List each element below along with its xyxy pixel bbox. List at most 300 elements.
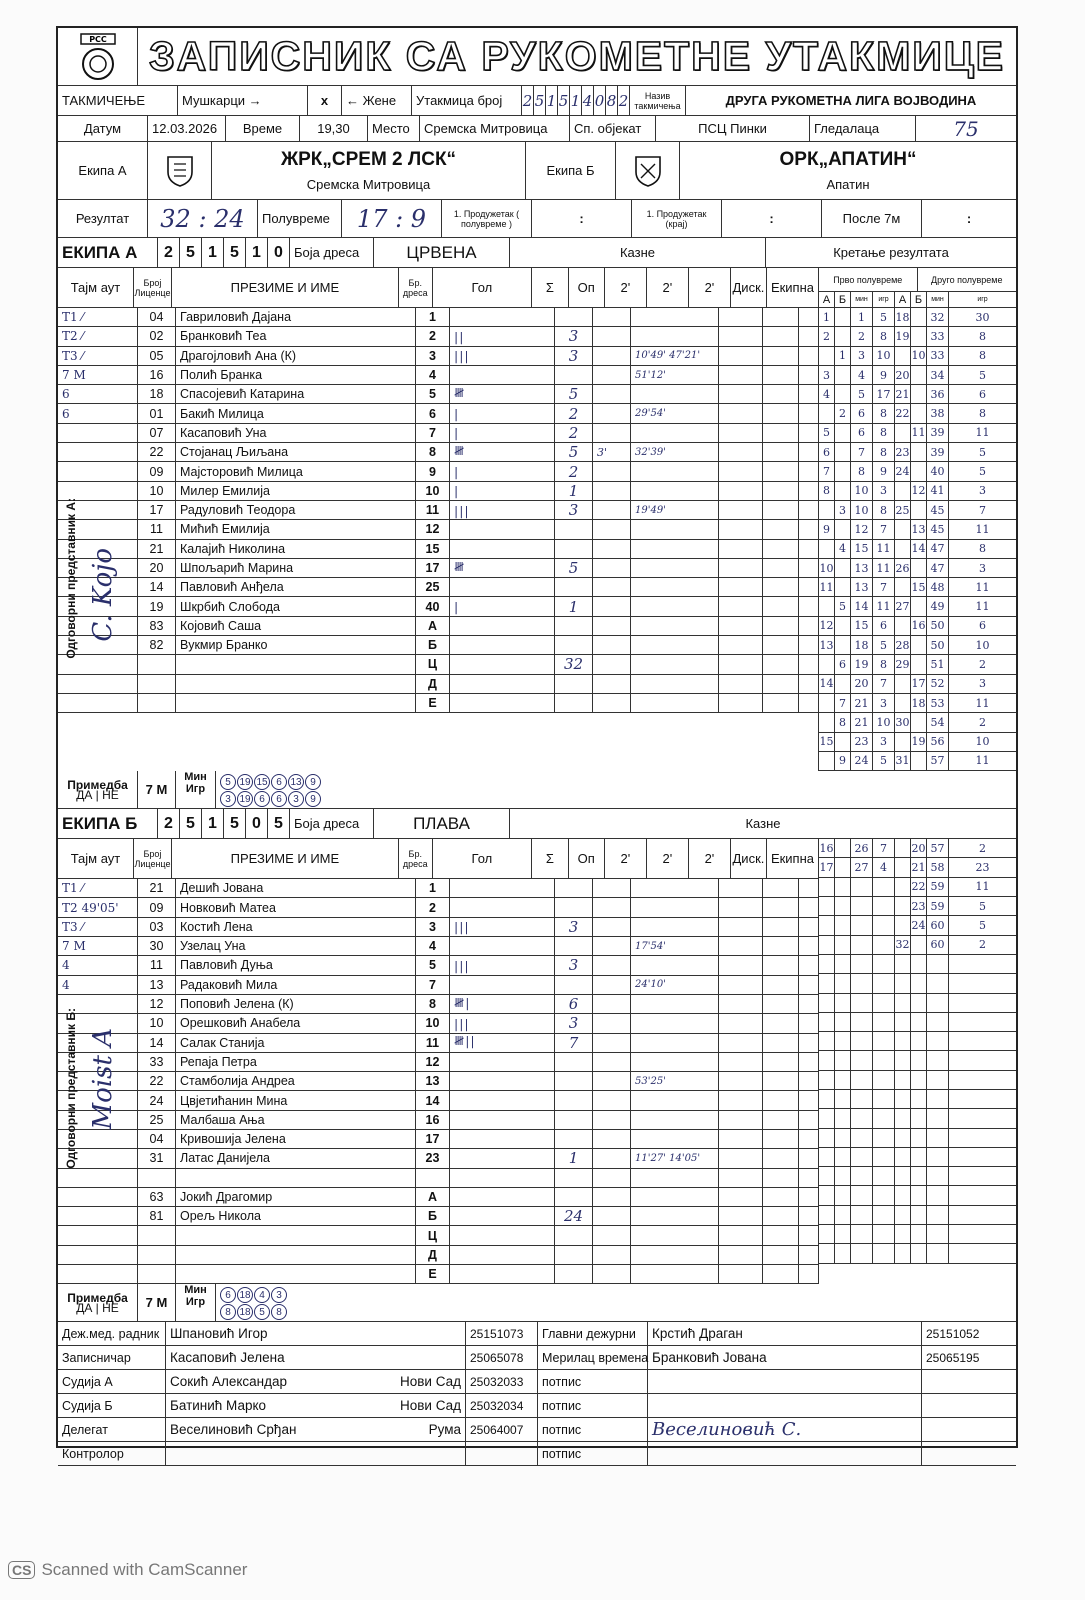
- flow-cell: 4: [819, 385, 835, 403]
- player-name: Мићић Емилија: [176, 520, 416, 538]
- player-two-min-3: [719, 482, 763, 500]
- player-warning: [593, 1188, 631, 1206]
- flow-cell: [835, 1090, 851, 1108]
- flow-cell: 9: [835, 752, 851, 770]
- player-two-min-3: [719, 655, 763, 673]
- official-name: Веселиновић Срђан: [170, 1422, 297, 1438]
- scanner-text: Scanned with CamScanner: [41, 1560, 248, 1579]
- flow-cell: 60: [927, 936, 949, 954]
- table-row: [58, 1130, 818, 1149]
- table-row: [58, 1169, 818, 1188]
- official-role: Записничар: [58, 1346, 166, 1369]
- flow-cell: 8: [873, 655, 895, 673]
- flow-cell: 21: [895, 385, 911, 403]
- player-goal-tally: 𝍸||: [450, 1034, 555, 1052]
- player-goal-tally: [450, 879, 555, 897]
- team-a-section-label: ЕКИПА А: [58, 238, 158, 267]
- player-disqualification: [763, 1169, 799, 1187]
- player-team-penalty: [799, 1072, 818, 1090]
- flow-cell: [819, 694, 835, 712]
- flow-col: Б: [911, 292, 927, 307]
- flow-cell: [819, 1032, 835, 1050]
- player-goal-tally: |: [450, 462, 555, 480]
- official-license-2: [922, 1370, 1016, 1393]
- flow-cell: [911, 752, 927, 770]
- flow-cell: [835, 1032, 851, 1050]
- flow-cell: [911, 443, 927, 461]
- player-two-min: [631, 1034, 719, 1052]
- flow-cell: 13: [819, 636, 835, 654]
- camscanner-logo: CS: [8, 1561, 35, 1579]
- team-b-code-digit: 5: [268, 809, 290, 838]
- player-disqualification: [763, 655, 799, 673]
- team-a-seven-label: 7 М: [138, 771, 176, 808]
- ot1-label: 1. Продужетак ( полувреме ): [442, 200, 532, 237]
- flow-cell: 29: [895, 655, 911, 673]
- player-license: 20: [138, 559, 176, 577]
- table-row: [58, 1014, 818, 1033]
- timeout-cell: [58, 1169, 138, 1187]
- player-team-penalty: [799, 1034, 818, 1052]
- player-warning: [593, 1014, 631, 1032]
- player-two-min: [631, 1207, 719, 1225]
- flow-cell: 2: [851, 327, 873, 345]
- col-team-penalty: Екипна: [770, 280, 815, 295]
- timeout-cell: [58, 462, 138, 480]
- flow-row-empty: [819, 1032, 1016, 1051]
- flow-cell: 28: [895, 636, 911, 654]
- player-two-min: [631, 1226, 719, 1244]
- player-license: [138, 1226, 176, 1244]
- official-role-2: потпис: [538, 1394, 648, 1417]
- player-team-penalty: [799, 898, 818, 916]
- official-license-2: 25065195: [926, 1350, 980, 1365]
- seven-meter-entry: 6: [271, 774, 287, 790]
- place-value: Сремска Митровица: [420, 116, 570, 141]
- player-two-min-3: [719, 462, 763, 480]
- player-name: Костић Лена: [176, 918, 416, 936]
- player-two-min: 19'49': [631, 501, 719, 519]
- flow-col: мин: [927, 292, 949, 307]
- flow-cell: [819, 404, 835, 422]
- flow-cell: 2: [979, 938, 986, 952]
- flow-col: Б: [835, 292, 851, 307]
- player-goal-tally: |||: [450, 1014, 555, 1032]
- official-role-2: потпис: [538, 1418, 648, 1441]
- flow-cell: 8: [873, 501, 895, 519]
- player-two-min: [631, 694, 719, 712]
- player-two-min-3: [719, 308, 763, 326]
- flow-row-empty: [819, 955, 1016, 974]
- women-label: ← Жене: [342, 86, 412, 115]
- team-b-color: ПЛАВА: [374, 809, 510, 838]
- flow-cell: 59: [927, 878, 949, 896]
- flow-cell: 12: [819, 617, 835, 635]
- venue-value: ПСЦ Пинки: [656, 116, 810, 141]
- player-number: Д: [416, 675, 450, 693]
- player-goal-sum: 24: [555, 1207, 593, 1225]
- place-label: Место: [368, 116, 420, 141]
- player-number: 11: [416, 1034, 450, 1052]
- flow-row-empty: [819, 1206, 1016, 1225]
- player-two-min: [631, 617, 719, 635]
- flow-cell: 10: [873, 347, 895, 365]
- player-two-min-3: [719, 617, 763, 635]
- flow-cell: 1: [819, 308, 835, 326]
- player-goal-tally: [450, 1207, 555, 1225]
- player-two-min-3: [719, 1014, 763, 1032]
- player-goal-tally: [450, 366, 555, 384]
- player-number: 5: [416, 385, 450, 403]
- flow-row: [819, 839, 1016, 858]
- flow-cell: [835, 462, 851, 480]
- player-disqualification: [763, 424, 799, 442]
- date-label: Датум: [58, 116, 148, 141]
- table-row: [58, 385, 818, 404]
- flow-cell: [949, 1148, 1016, 1166]
- col-disqualification: Диск.: [731, 839, 767, 878]
- timeout-cell: [58, 1188, 138, 1206]
- flow-cell: 9: [819, 520, 835, 538]
- timeout-cell: Т1 ⁄: [58, 879, 138, 897]
- flow-cell: [911, 1109, 927, 1127]
- flow-cell: [851, 897, 873, 915]
- table-row: [58, 1034, 818, 1053]
- flow-cell: [835, 617, 851, 635]
- player-goal-tally: |||: [450, 918, 555, 936]
- player-two-min: [631, 462, 719, 480]
- player-license: 21: [138, 879, 176, 897]
- seven-meter-entry: 8: [271, 1304, 287, 1320]
- note-yes: ДА: [76, 787, 93, 802]
- player-two-min: [631, 898, 719, 916]
- flow-cell: 8: [979, 329, 986, 343]
- player-goal-tally: [450, 636, 555, 654]
- official-role-2: Мерилац времена: [538, 1346, 648, 1369]
- player-warning: [593, 327, 631, 345]
- flow-cell: [895, 694, 911, 712]
- player-number: 1: [416, 879, 450, 897]
- seven-meter-entry: 19: [237, 791, 253, 807]
- player-goal-tally: |||: [450, 956, 555, 974]
- player-number: 1: [416, 308, 450, 326]
- player-goal-sum: 3: [555, 956, 593, 974]
- flow-row: [819, 327, 1016, 346]
- flow-cell: 6: [979, 619, 986, 633]
- flow-cell: 45: [927, 520, 949, 538]
- flow-cell: [927, 1109, 949, 1127]
- flow-cell: [819, 655, 835, 673]
- player-goal-tally: [450, 617, 555, 635]
- flow-cell: [927, 1167, 949, 1185]
- player-license: 31: [138, 1149, 176, 1167]
- player-two-min: 24'10': [631, 976, 719, 994]
- flow-cell: 39: [927, 443, 949, 461]
- timeout-cell: Т2 49'05': [58, 898, 138, 916]
- player-goal-sum: 1: [555, 1149, 593, 1167]
- player-two-min: [631, 918, 719, 936]
- table-row: [58, 956, 818, 975]
- competition-name-label: Назив такмичења: [630, 86, 686, 115]
- flow-cell: [851, 1206, 873, 1224]
- flow-cell: [835, 733, 851, 751]
- team-b-players: [58, 839, 818, 1284]
- player-disqualification: [763, 976, 799, 994]
- venue-label: Сп. објекат: [570, 116, 656, 141]
- flow-row: [819, 482, 1016, 501]
- player-disqualification: [763, 1130, 799, 1148]
- flow-cell: [895, 424, 911, 442]
- table-row: [58, 424, 818, 443]
- player-license: 25: [138, 1111, 176, 1129]
- flow-cell: 7: [873, 520, 895, 538]
- official-role: Судија А: [58, 1370, 166, 1393]
- player-goal-sum: [555, 937, 593, 955]
- player-goal-tally: [450, 1246, 555, 1264]
- player-two-min: [631, 597, 719, 615]
- player-license: 18: [138, 385, 176, 403]
- flow-cell: [895, 347, 911, 365]
- player-license: [138, 1265, 176, 1283]
- player-goal-sum: [555, 1091, 593, 1109]
- flow-cell: [835, 1148, 851, 1166]
- player-goal-tally: [450, 308, 555, 326]
- flow-cell: 30: [975, 310, 990, 324]
- player-team-penalty: [799, 482, 818, 500]
- final-score: 32 : 24: [148, 200, 258, 237]
- official-license: 25065078: [466, 1346, 538, 1369]
- seven-igr-list: [220, 790, 322, 807]
- flow-cell: [873, 1244, 895, 1262]
- player-name: Радуловић Теодора: [176, 501, 416, 519]
- player-two-min-3: [719, 501, 763, 519]
- player-license: 12: [138, 995, 176, 1013]
- official-role: Судија Б: [58, 1394, 166, 1417]
- table-row: [58, 694, 818, 713]
- official-license-2: 25151052: [926, 1326, 980, 1341]
- team-a-table: [58, 268, 1016, 771]
- flow-row-empty: [819, 1244, 1016, 1263]
- player-two-min: [631, 1014, 719, 1032]
- player-warning: [593, 898, 631, 916]
- player-team-penalty: [799, 443, 818, 461]
- official-name: Батинић Марко: [170, 1398, 267, 1414]
- player-disqualification: [763, 501, 799, 519]
- player-two-min-3: [719, 898, 763, 916]
- table-row: [58, 1149, 818, 1168]
- flow-cell: 5: [979, 368, 986, 382]
- official-license: 25064007: [466, 1418, 538, 1441]
- flow-cell: [819, 540, 835, 558]
- col-timeout: Тајм аут: [58, 839, 134, 878]
- flow-cell: [895, 1225, 911, 1243]
- player-disqualification: [763, 636, 799, 654]
- flow-cell: [895, 897, 911, 915]
- player-number: А: [416, 617, 450, 635]
- player-disqualification: [763, 956, 799, 974]
- flow-cell: [895, 1148, 911, 1166]
- flow-cell: 7: [819, 462, 835, 480]
- player-name: Бакић Милица: [176, 404, 416, 422]
- flow-cell: 2: [979, 657, 986, 671]
- flow-cell: [895, 858, 911, 876]
- player-name: Којовић Саша: [176, 617, 416, 635]
- player-disqualification: [763, 1246, 799, 1264]
- team-b-label: Екипа Б: [526, 142, 616, 199]
- player-team-penalty: [799, 1053, 818, 1071]
- player-team-penalty: [799, 501, 818, 519]
- flow-cell: 40: [927, 462, 949, 480]
- flow-cell: 7: [873, 578, 895, 596]
- player-two-min: [631, 578, 719, 596]
- officials-table: [58, 1322, 1016, 1466]
- player-team-penalty: [799, 1169, 818, 1187]
- flow-cell: [911, 462, 927, 480]
- player-two-min-3: [719, 937, 763, 955]
- player-name: Латас Данијела: [176, 1149, 416, 1167]
- flow-cell: 45: [927, 501, 949, 519]
- player-two-min-3: [719, 1072, 763, 1090]
- flow-cell: 56: [927, 733, 949, 751]
- team-b-section-label: ЕКИПА Б: [58, 809, 158, 838]
- player-goal-tally: 𝍸: [450, 559, 555, 577]
- flow-cell: [927, 1129, 949, 1147]
- flow-cell: 47: [927, 540, 949, 558]
- shield-icon: [165, 154, 195, 188]
- player-number: 5: [416, 956, 450, 974]
- flow-row-empty: [819, 974, 1016, 993]
- official-city: [376, 1346, 466, 1369]
- flow-cell: 7: [979, 503, 986, 517]
- flow-cell: [949, 1244, 1016, 1262]
- player-team-penalty: [799, 617, 818, 635]
- player-name: Поповић Јелена (К): [176, 995, 416, 1013]
- player-license: 33: [138, 1053, 176, 1071]
- player-license: [138, 1169, 176, 1187]
- flow-cell: [895, 1071, 911, 1089]
- flow-cell: [949, 1129, 1016, 1147]
- player-number: 11: [416, 501, 450, 519]
- player-name: Малбаша Ања: [176, 1111, 416, 1129]
- player-goal-sum: 1: [555, 597, 593, 615]
- flow-cell: [911, 1090, 927, 1108]
- player-goal-sum: 32: [555, 655, 593, 673]
- player-number: 25: [416, 578, 450, 596]
- flow-cell: 8: [873, 424, 895, 442]
- flow-cell: [835, 1109, 851, 1127]
- player-goal-tally: |: [450, 482, 555, 500]
- flow-cell: 34: [927, 366, 949, 384]
- player-goal-tally: [450, 520, 555, 538]
- player-two-min-3: [719, 1207, 763, 1225]
- flow-cell: 2: [979, 715, 986, 729]
- flow-cell: [927, 1071, 949, 1089]
- seven-min-list: [220, 773, 322, 790]
- player-team-penalty: [799, 1149, 818, 1167]
- player-goal-sum: 3: [555, 501, 593, 519]
- team-a-code-digit: 5: [224, 238, 246, 267]
- team-a-players: [58, 268, 818, 771]
- player-name: Гавриловић Дајана: [176, 308, 416, 326]
- player-team-penalty: [799, 578, 818, 596]
- flow-cell: [873, 994, 895, 1012]
- flow-cell: [927, 1051, 949, 1069]
- flow-row: [819, 916, 1016, 935]
- match-number-digit: 1: [546, 86, 558, 115]
- team-b-note-row: [58, 1284, 1016, 1322]
- flow-cell: 5: [819, 424, 835, 442]
- title-row: [58, 28, 1016, 86]
- flow-cell: 10: [911, 347, 927, 365]
- player-warning: [593, 617, 631, 635]
- player-team-penalty: [799, 918, 818, 936]
- flow-cell: 1: [851, 308, 873, 326]
- competition-row: [58, 86, 1016, 116]
- flow-row: [819, 897, 1016, 916]
- table-row: [58, 995, 818, 1014]
- team-b-crest: [616, 142, 680, 199]
- score-flow-label: Кретање резултата: [833, 245, 949, 260]
- flow-cell: [927, 1090, 949, 1108]
- flow-cell: [895, 1129, 911, 1147]
- player-two-min: [631, 956, 719, 974]
- flow-cell: [835, 1206, 851, 1224]
- player-disqualification: [763, 308, 799, 326]
- player-license: [138, 1246, 176, 1264]
- player-team-penalty: [799, 1246, 818, 1264]
- player-two-min-3: [719, 1130, 763, 1148]
- flow-cell: [873, 955, 895, 973]
- flow-row: [819, 540, 1016, 559]
- flow-cell: [851, 1148, 873, 1166]
- flow-cell: [835, 916, 851, 934]
- official-name-2: [648, 1394, 922, 1417]
- player-name: [176, 694, 416, 712]
- flow-cell: 4: [873, 858, 895, 876]
- flow-second-half: Друго полувреме: [930, 274, 1003, 285]
- flow-cell: 14: [819, 675, 835, 693]
- player-team-penalty: [799, 636, 818, 654]
- flow-cell: 10: [975, 638, 990, 652]
- flow-cell: 5: [851, 385, 873, 403]
- flow-cell: [949, 1090, 1016, 1108]
- player-number: 3: [416, 347, 450, 365]
- player-name: Мајсторовић Милица: [176, 462, 416, 480]
- player-number: 13: [416, 1072, 450, 1090]
- flow-cell: 17: [873, 385, 895, 403]
- table-row: [58, 1246, 818, 1265]
- flow-cell: [835, 1013, 851, 1031]
- player-name: [176, 675, 416, 693]
- player-name: Драгојловић Ана (К): [176, 347, 416, 365]
- flow-cell: [835, 1225, 851, 1243]
- team-b-table-header: [58, 839, 818, 879]
- flow-cell: 16: [911, 617, 927, 635]
- flow-cell: [927, 955, 949, 973]
- player-license: 07: [138, 424, 176, 442]
- after7-value: :: [966, 211, 972, 226]
- gender-mark: x: [308, 86, 342, 115]
- flow-cell: 8: [873, 327, 895, 345]
- player-team-penalty: [799, 404, 818, 422]
- flow-cell: [911, 501, 927, 519]
- flow-cell: 10: [851, 482, 873, 500]
- note-yes: ДА: [76, 1300, 93, 1315]
- player-goal-tally: 𝍸: [450, 443, 555, 461]
- player-two-min: 29'54': [631, 404, 719, 422]
- flow-cell: [819, 1225, 835, 1243]
- player-two-min: 17'54': [631, 937, 719, 955]
